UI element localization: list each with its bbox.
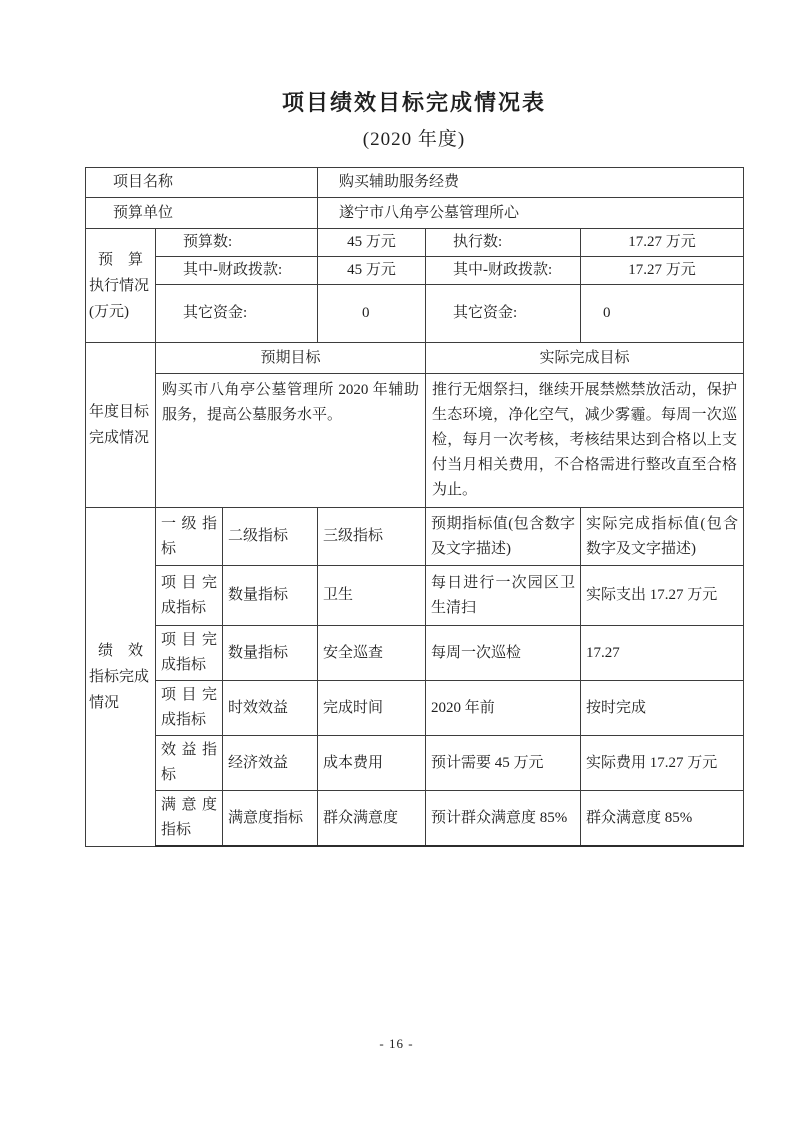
fiscal-allocation-value: 45 万元 xyxy=(318,257,426,285)
indicator-l1: 效益指标 xyxy=(156,736,223,791)
indicator-l2: 满意度指标 xyxy=(223,791,318,847)
table-row xyxy=(86,508,744,566)
expected-goal-text: 购买市八角亭公墓管理所 2020 年辅助服务，提高公墓服务水平。 xyxy=(156,374,426,508)
table-row xyxy=(86,257,744,285)
project-name-value: 购买辅助服务经费 xyxy=(318,168,744,198)
indicator-l2: 时效效益 xyxy=(223,681,318,736)
budget-amount-value: 45 万元 xyxy=(318,229,426,257)
header-level3: 三级指标 xyxy=(318,508,426,566)
table-row xyxy=(86,229,744,257)
fiscal-allocation-label: 其中-财政拨款: xyxy=(156,257,318,285)
indicator-l2: 数量指标 xyxy=(223,566,318,626)
actual-goal-header: 实际完成目标 xyxy=(426,343,744,374)
indicator-l3: 成本费用 xyxy=(318,736,426,791)
indicator-l1: 项目完成指标 xyxy=(156,626,223,681)
indicator-expected: 每日进行一次园区卫生清扫 xyxy=(426,566,581,626)
performance-report-table xyxy=(85,167,744,847)
budget-label-line2: 执行情况 xyxy=(89,277,150,294)
indicator-l2: 数量指标 xyxy=(223,626,318,681)
header-actual-value: 实际完成指标值(包含数字及文字描述) xyxy=(581,508,744,566)
annual-goal-label-line1: 年度目标 xyxy=(89,404,150,420)
budget-execution-label xyxy=(86,229,156,343)
performance-label-line2: 指标完成 xyxy=(89,668,150,685)
budget-label-line1: 预 算 xyxy=(97,251,143,268)
table-row xyxy=(86,374,744,508)
table-row xyxy=(86,566,744,626)
other-funds-exec-label: 其它资金: xyxy=(426,285,581,343)
indicator-l3: 安全巡查 xyxy=(318,626,426,681)
indicator-l3: 完成时间 xyxy=(318,681,426,736)
indicator-expected: 2020 年前 xyxy=(426,681,581,736)
table-row xyxy=(86,791,744,847)
indicator-actual: 实际费用 17.27 万元 xyxy=(581,736,744,791)
header-expected-value: 预期指标值(包含数字及文字描述) xyxy=(426,508,581,566)
other-funds-label: 其它资金: xyxy=(156,285,318,343)
expected-goal-header: 预期目标 xyxy=(156,343,426,374)
executed-amount-label: 执行数: xyxy=(426,229,581,257)
indicator-actual: 实际支出 17.27 万元 xyxy=(581,566,744,626)
indicator-expected: 每周一次巡检 xyxy=(426,626,581,681)
budget-amount-label: 预算数: xyxy=(156,229,318,257)
indicator-l1: 项目完成指标 xyxy=(156,681,223,736)
table-row xyxy=(86,681,744,736)
executed-amount-value: 17.27 万元 xyxy=(581,229,744,257)
header-level1: 一级指标 xyxy=(156,508,223,566)
performance-label-line3: 情况 xyxy=(89,694,120,711)
indicator-actual: 17.27 xyxy=(581,626,744,681)
indicator-l2: 经济效益 xyxy=(223,736,318,791)
indicator-l1: 项目完成指标 xyxy=(156,566,223,626)
header-level2: 二级指标 xyxy=(223,508,318,566)
indicator-actual: 按时完成 xyxy=(581,681,744,736)
indicator-expected: 预计需要 45 万元 xyxy=(426,736,581,791)
annual-goal-label-line2: 完成情况 xyxy=(89,430,150,446)
indicator-l3: 群众满意度 xyxy=(318,791,426,847)
indicator-expected: 预计群众满意度 85% xyxy=(426,791,581,847)
table-row xyxy=(86,343,744,374)
page-title: 项目绩效目标完成情况表 xyxy=(281,90,546,115)
performance-section-label xyxy=(86,508,156,847)
budget-unit-value: 遂宁市八角亭公墓管理所心 xyxy=(318,198,744,229)
indicator-l1: 满意度指标 xyxy=(156,791,223,847)
indicator-actual: 群众满意度 85% xyxy=(581,791,744,847)
budget-unit-label: 预算单位 xyxy=(86,198,318,229)
fiscal-allocation-exec-value: 17.27 万元 xyxy=(581,257,744,285)
annual-goal-label xyxy=(86,343,156,508)
table-row xyxy=(86,285,744,343)
performance-label-line1: 绩 效 xyxy=(97,642,143,659)
page-subtitle: (2020 年度) xyxy=(362,129,466,150)
other-funds-exec-value: 0 xyxy=(581,285,744,343)
actual-goal-text: 推行无烟祭扫，继续开展禁燃禁放活动，保护生态环境，净化空气，减少雾霾。每周一次巡检，每月一次考核，考核结果达到合格以上支付当月相关费用，不合格需进行整改直至合格为止。 xyxy=(426,374,744,508)
indicator-l3: 卫生 xyxy=(318,566,426,626)
budget-label-line3: (万元) xyxy=(89,303,129,320)
fiscal-allocation-exec-label: 其中-财政拨款: xyxy=(426,257,581,285)
table-row xyxy=(86,736,744,791)
table-row xyxy=(86,168,744,198)
page-number: - 16 - xyxy=(379,1036,414,1051)
other-funds-value: 0 xyxy=(318,285,426,343)
table-row xyxy=(86,198,744,229)
project-name-label: 项目名称 xyxy=(86,168,318,198)
table-row xyxy=(86,626,744,681)
